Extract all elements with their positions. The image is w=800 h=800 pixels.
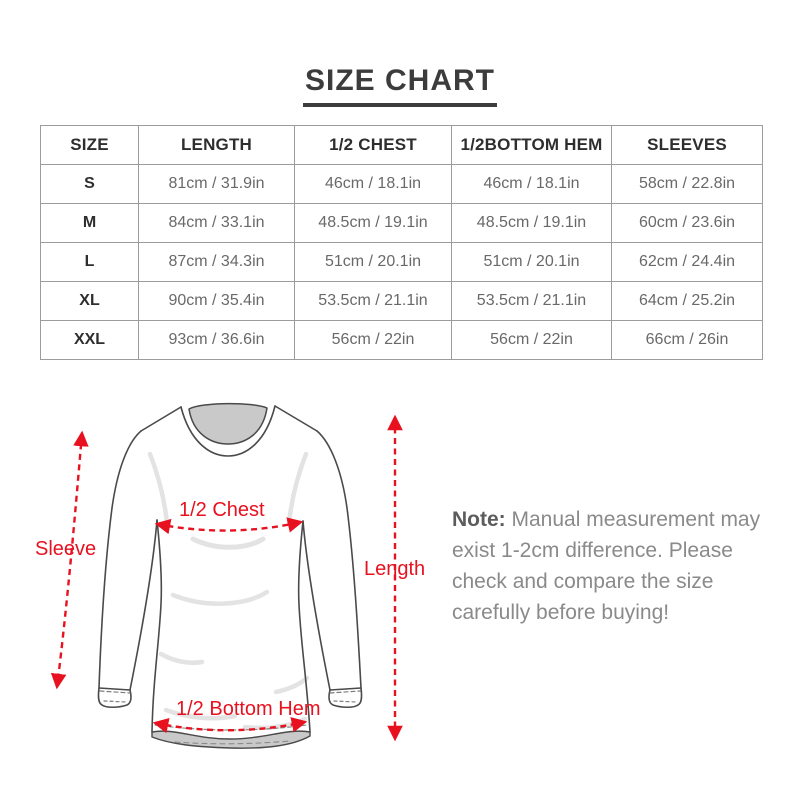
length-value: 93cm / 36.6in — [139, 321, 295, 360]
column-header-sleeves: SLEEVES — [612, 126, 763, 165]
half-chest-value: 53.5cm / 21.1in — [295, 282, 452, 321]
half-bottom-hem-measure-label: 1/2 Bottom Hem — [176, 698, 321, 720]
size-label: XXL — [41, 321, 139, 360]
length-value: 90cm / 35.4in — [139, 282, 295, 321]
half-bottom-hem-value: 53.5cm / 21.1in — [452, 282, 612, 321]
half-bottom-hem-value: 48.5cm / 19.1in — [452, 204, 612, 243]
page-title: SIZE CHART — [303, 64, 497, 107]
size-table — [40, 125, 763, 360]
column-header-half-chest: 1/2 CHEST — [295, 126, 452, 165]
half-chest-value: 51cm / 20.1in — [295, 243, 452, 282]
garment-outline — [98, 404, 361, 749]
sleeves-value: 58cm / 22.8in — [612, 165, 763, 204]
note-text: Manual measurement may exist 1-2cm difference. Please check and compare the size carefully before buying! — [452, 508, 761, 624]
column-header-size: SIZE — [41, 126, 139, 165]
length-measure-label: Length — [364, 558, 426, 580]
half-chest-measure-label: 1/2 Chest — [179, 499, 265, 521]
table-row — [41, 321, 763, 360]
half-chest-value: 46cm / 18.1in — [295, 165, 452, 204]
garment-measurement-diagram — [30, 392, 440, 782]
table-row — [41, 165, 763, 204]
half-bottom-hem-value: 51cm / 20.1in — [452, 243, 612, 282]
sleeves-value: 60cm / 23.6in — [612, 204, 763, 243]
sleeves-value: 66cm / 26in — [612, 321, 763, 360]
size-label: XL — [41, 282, 139, 321]
collar-back-fill — [189, 404, 267, 444]
note-label: Note: — [452, 508, 506, 531]
table-row — [41, 282, 763, 321]
half-bottom-hem-value: 56cm / 22in — [452, 321, 612, 360]
measurement-note — [452, 504, 774, 628]
column-header-length: LENGTH — [139, 126, 295, 165]
half-chest-value: 48.5cm / 19.1in — [295, 204, 452, 243]
half-chest-measure-arrow — [157, 522, 301, 531]
sleeve-measure-label: Sleeve — [35, 538, 97, 560]
column-header-half-bottom-hem: 1/2BOTTOM HEM — [452, 126, 612, 165]
size-label: L — [41, 243, 139, 282]
sleeves-value: 64cm / 25.2in — [612, 282, 763, 321]
half-bottom-hem-value: 46cm / 18.1in — [452, 165, 612, 204]
length-value: 81cm / 31.9in — [139, 165, 295, 204]
length-value: 84cm / 33.1in — [139, 204, 295, 243]
half-bottom-hem-measure-arrow — [155, 722, 305, 730]
table-header-row — [41, 126, 763, 165]
length-value: 87cm / 34.3in — [139, 243, 295, 282]
sleeve-measure-arrow — [57, 433, 82, 687]
sleeves-value: 62cm / 24.4in — [612, 243, 763, 282]
fabric-wrinkle-lines — [150, 454, 307, 728]
size-label: M — [41, 204, 139, 243]
table-row — [41, 243, 763, 282]
half-chest-value: 56cm / 22in — [295, 321, 452, 360]
size-label: S — [41, 165, 139, 204]
table-row — [41, 204, 763, 243]
